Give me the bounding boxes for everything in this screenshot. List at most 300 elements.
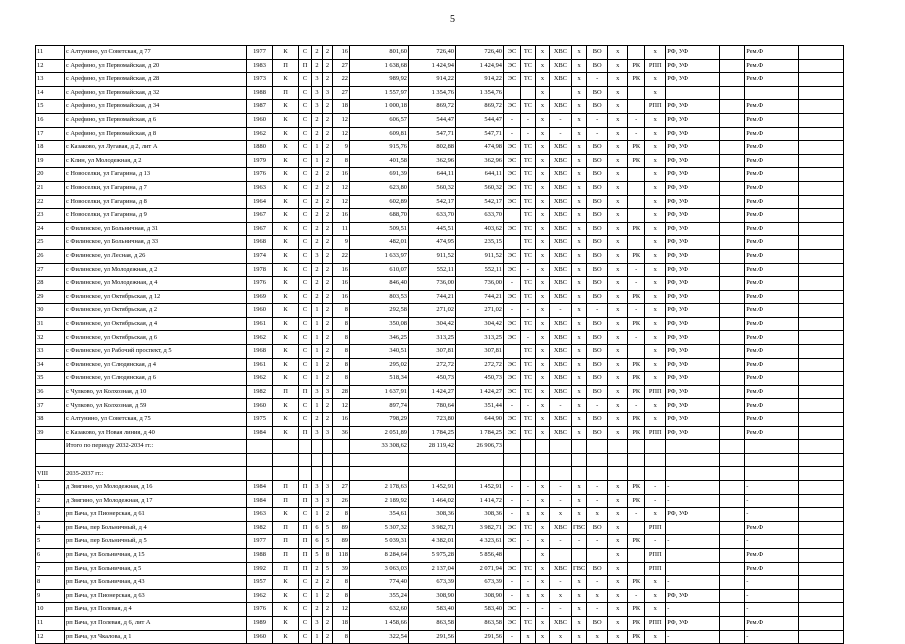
cell-wall-material: П — [273, 535, 299, 549]
cell-power-supply: ЭС — [504, 385, 521, 399]
cell-cold-water: ХВС — [550, 141, 572, 155]
cell-col-21 — [720, 277, 745, 291]
cell-series: С — [299, 154, 312, 168]
cell-col-17: х — [608, 168, 628, 182]
cell-wall-material: К — [273, 358, 299, 372]
table-row — [36, 141, 844, 155]
cell-col-21 — [720, 440, 745, 454]
cell-apartments: 26 — [333, 494, 350, 508]
cell-sewerage: ВО — [587, 86, 608, 100]
cell-row-index: 8 — [36, 576, 65, 590]
cell-wall-material: П — [273, 481, 299, 495]
cell-row-index: 24 — [36, 222, 65, 236]
table-row — [36, 209, 844, 223]
cell-col-23 — [799, 616, 844, 630]
cell-cold-water: х — [550, 589, 572, 603]
cell-fund-repair: Рем.Ф — [745, 317, 799, 331]
cell-year-built: 1963 — [247, 181, 273, 195]
cell-col-17: х — [608, 195, 628, 209]
cell-col-21 — [720, 589, 745, 603]
cell-total-area: 801,60 — [350, 46, 409, 60]
cell-heat-supply: ТС — [521, 154, 536, 168]
cell-apartments: 8 — [333, 304, 350, 318]
cell-col-21 — [720, 535, 745, 549]
cell-series: С — [299, 249, 312, 263]
cell-floors: 3 — [312, 249, 323, 263]
cell-gas-supply: х — [536, 494, 550, 508]
cell-col-17 — [608, 453, 628, 467]
cell-sewerage: ВО — [587, 141, 608, 155]
cell-floors: 2 — [312, 413, 323, 427]
cell-sewerage: - — [587, 73, 608, 87]
cell-cold-water: - — [550, 494, 572, 508]
cell-basement-repair: х — [645, 413, 666, 427]
cell-apartments: 18 — [333, 616, 350, 630]
cell-facade-works: - — [666, 576, 720, 590]
cell-power-supply: - — [504, 589, 521, 603]
cell-hot-water: х — [572, 46, 587, 60]
cell-gas-supply: - — [536, 603, 550, 617]
cell-col-21 — [720, 263, 745, 277]
cell-gas-supply — [536, 440, 550, 454]
cell-gas-supply: х — [536, 290, 550, 304]
cell-fund-repair: Рем.Ф — [745, 249, 799, 263]
cell-entrances: 2 — [323, 576, 333, 590]
cell-sewerage: - — [587, 127, 608, 141]
cell-cold-water: ХВС — [550, 358, 572, 372]
cell-year-built: 1979 — [247, 154, 273, 168]
cell-col-21 — [720, 249, 745, 263]
cell-hot-water: х — [572, 616, 587, 630]
cell-wall-material: К — [273, 508, 299, 522]
table-row — [36, 277, 844, 291]
cell-apartments: 39 — [333, 562, 350, 576]
cell-entrances: 2 — [323, 616, 333, 630]
cell-hot-water: х — [572, 508, 587, 522]
cell-heat-supply: ТС — [521, 345, 536, 359]
cell-sewerage: ВО — [587, 317, 608, 331]
cell-roof-repair: - — [628, 589, 645, 603]
table-row — [36, 304, 844, 318]
cell-col-21 — [720, 209, 745, 223]
table-row — [36, 413, 844, 427]
cell-hot-water: х — [572, 249, 587, 263]
cell-basement-repair: РПП — [645, 548, 666, 562]
cell-heat-supply: х — [521, 589, 536, 603]
cell-col-23 — [799, 535, 844, 549]
cell-col-17: х — [608, 290, 628, 304]
cell-total-area: 897,74 — [350, 399, 409, 413]
cell-wall-material: К — [273, 263, 299, 277]
cell-total-area: 1 633,97 — [350, 249, 409, 263]
cell-row-index: 11 — [36, 616, 65, 630]
cell-power-supply: ЭС — [504, 222, 521, 236]
cell-series: С — [299, 181, 312, 195]
cell-col-23 — [799, 589, 844, 603]
cell-col-23 — [799, 603, 844, 617]
cell-entrances: 2 — [323, 100, 333, 114]
cell-floors — [312, 440, 323, 454]
cell-cold-water: - — [550, 603, 572, 617]
cell-col-17: х — [608, 548, 628, 562]
cell-year-built: 1989 — [247, 616, 273, 630]
cell-floors: 2 — [312, 209, 323, 223]
cell-residential-area: 313,25 — [456, 331, 504, 345]
cell-basement-repair: х — [645, 277, 666, 291]
cell-entrances: 2 — [323, 195, 333, 209]
cell-gas-supply: х — [536, 195, 550, 209]
cell-apartments: 12 — [333, 195, 350, 209]
cell-series: П — [299, 494, 312, 508]
cell-col-21 — [720, 141, 745, 155]
cell-residential-area: 4 323,61 — [456, 535, 504, 549]
cell-power-supply — [504, 236, 521, 250]
cell-col-23 — [799, 181, 844, 195]
cell-floors: 1 — [312, 154, 323, 168]
table-row — [36, 358, 844, 372]
cell-col-23 — [799, 46, 844, 60]
cell-floors: 1 — [312, 358, 323, 372]
cell-cold-water: - — [550, 535, 572, 549]
cell-power-supply — [504, 209, 521, 223]
cell-living-area: 362,96 — [409, 154, 456, 168]
cell-wall-material: К — [273, 249, 299, 263]
cell-entrances: 2 — [323, 181, 333, 195]
cell-living-area: 450,73 — [409, 372, 456, 386]
cell-residential-area: 869,72 — [456, 100, 504, 114]
cell-living-area: 2 137,04 — [409, 562, 456, 576]
cell-gas-supply: х — [536, 73, 550, 87]
cell-basement-repair: РПП — [645, 385, 666, 399]
table-row — [36, 181, 844, 195]
cell-residential-area: 644,90 — [456, 413, 504, 427]
table-row — [36, 399, 844, 413]
cell-address: д Звягино, ул Молодежная, д 17 — [65, 494, 247, 508]
cell-basement-repair: х — [645, 630, 666, 644]
cell-sewerage: ВО — [587, 181, 608, 195]
housing-register-table — [35, 45, 844, 644]
cell-living-area: 802,88 — [409, 141, 456, 155]
cell-year-built: 1962 — [247, 372, 273, 386]
cell-living-area: 544,47 — [409, 113, 456, 127]
cell-facade-works: - — [666, 481, 720, 495]
cell-apartments: 118 — [333, 548, 350, 562]
cell-col-17: х — [608, 345, 628, 359]
cell-row-index: 20 — [36, 168, 65, 182]
cell-heat-supply: ТС — [521, 372, 536, 386]
cell-col-23 — [799, 209, 844, 223]
cell-year-built: 1962 — [247, 127, 273, 141]
cell-living-area: 445,51 — [409, 222, 456, 236]
cell-basement-repair: х — [645, 46, 666, 60]
cell-series: С — [299, 372, 312, 386]
cell-cold-water: ХВС — [550, 154, 572, 168]
cell-power-supply: ЭС — [504, 535, 521, 549]
cell-series: П — [299, 535, 312, 549]
cell-floors: 2 — [312, 127, 323, 141]
cell-address: рп Вача, ул Чкалова, д 1 — [65, 630, 247, 644]
cell-living-area: 780,64 — [409, 399, 456, 413]
cell-address: с Филинское, ул Октябрьская, д 12 — [65, 290, 247, 304]
cell-facade-works: РФ, УФ — [666, 304, 720, 318]
cell-total-area: 610,07 — [350, 263, 409, 277]
cell-floors: 2 — [312, 290, 323, 304]
cell-heat-supply — [521, 440, 536, 454]
cell-total-area: 2 189,92 — [350, 494, 409, 508]
cell-cold-water — [550, 86, 572, 100]
cell-basement-repair: х — [645, 304, 666, 318]
cell-hot-water: х — [572, 195, 587, 209]
cell-col-23 — [799, 73, 844, 87]
cell-sewerage: - — [587, 576, 608, 590]
cell-col-21 — [720, 304, 745, 318]
cell-year-built: 1992 — [247, 562, 273, 576]
cell-year-built: 1960 — [247, 399, 273, 413]
cell-fund-repair — [745, 440, 799, 454]
cell-year-built: 1984 — [247, 481, 273, 495]
cell-roof-repair: РК — [628, 413, 645, 427]
cell-gas-supply: х — [536, 535, 550, 549]
cell-row-index: 17 — [36, 127, 65, 141]
cell-roof-repair: - — [628, 263, 645, 277]
cell-floors: 5 — [312, 548, 323, 562]
cell-residential-area: 307,81 — [456, 345, 504, 359]
cell-year-built: 1978 — [247, 263, 273, 277]
cell-entrances: 2 — [323, 59, 333, 73]
cell-sewerage: ВО — [587, 331, 608, 345]
cell-series: С — [299, 589, 312, 603]
cell-year-built: 1968 — [247, 236, 273, 250]
cell-residential-area: 403,62 — [456, 222, 504, 236]
cell-col-23 — [799, 399, 844, 413]
cell-residential-area: 744,21 — [456, 290, 504, 304]
cell-heat-supply: ТС — [521, 317, 536, 331]
cell-residential-area: 450,73 — [456, 372, 504, 386]
cell-hot-water: х — [572, 86, 587, 100]
cell-row-index: 11 — [36, 46, 65, 60]
cell-entrances — [323, 453, 333, 467]
cell-entrances: 2 — [323, 127, 333, 141]
cell-col-21 — [720, 562, 745, 576]
cell-hot-water: х — [572, 290, 587, 304]
cell-living-area: 911,52 — [409, 249, 456, 263]
cell-hot-water: х — [572, 399, 587, 413]
cell-address: с Казаково, ул Новая линия, д 40 — [65, 426, 247, 440]
cell-roof-repair — [628, 345, 645, 359]
cell-address: с Филинское, ул Больничная, д 33 — [65, 236, 247, 250]
cell-col-23 — [799, 113, 844, 127]
cell-year-built: 1960 — [247, 113, 273, 127]
table-row — [36, 494, 844, 508]
cell-basement-repair: РПП — [645, 521, 666, 535]
cell-total-area: 5 307,32 — [350, 521, 409, 535]
cell-fund-repair: Рем.Ф — [745, 331, 799, 345]
cell-entrances: 2 — [323, 589, 333, 603]
cell-residential-area: 308,90 — [456, 589, 504, 603]
cell-fund-repair: - — [745, 603, 799, 617]
cell-basement-repair: х — [645, 372, 666, 386]
cell-facade-works: РФ, УФ — [666, 59, 720, 73]
cell-floors: 2 — [312, 181, 323, 195]
cell-wall-material: К — [273, 345, 299, 359]
cell-gas-supply: х — [536, 168, 550, 182]
cell-hot-water: х — [572, 154, 587, 168]
cell-power-supply: ЭС — [504, 603, 521, 617]
cell-col-23 — [799, 453, 844, 467]
cell-residential-area: 1 414,72 — [456, 494, 504, 508]
cell-gas-supply: х — [536, 576, 550, 590]
cell-fund-repair: Рем.Ф — [745, 290, 799, 304]
cell-residential-area: 863,58 — [456, 616, 504, 630]
cell-fund-repair: Рем.Ф — [745, 113, 799, 127]
cell-cold-water: ХВС — [550, 562, 572, 576]
cell-row-index: 29 — [36, 290, 65, 304]
cell-hot-water: х — [572, 304, 587, 318]
cell-entrances: 8 — [323, 548, 333, 562]
cell-year-built: 1984 — [247, 494, 273, 508]
cell-entrances: 2 — [323, 277, 333, 291]
cell-col-23 — [799, 358, 844, 372]
cell-total-area — [350, 453, 409, 467]
cell-col-21 — [720, 59, 745, 73]
cell-facade-works: РФ, УФ — [666, 616, 720, 630]
cell-row-index: 1 — [36, 481, 65, 495]
cell-series: П — [299, 481, 312, 495]
cell-power-supply: ЭС — [504, 46, 521, 60]
cell-roof-repair: РК — [628, 317, 645, 331]
cell-living-area: 474,95 — [409, 236, 456, 250]
table-row — [36, 345, 844, 359]
cell-series: С — [299, 331, 312, 345]
cell-apartments: 8 — [333, 576, 350, 590]
cell-year-built: 1961 — [247, 317, 273, 331]
cell-wall-material: П — [273, 521, 299, 535]
cell-gas-supply: х — [536, 181, 550, 195]
cell-hot-water: х — [572, 181, 587, 195]
cell-col-23 — [799, 236, 844, 250]
cell-total-area: 401,58 — [350, 154, 409, 168]
cell-fund-repair: Рем.Ф — [745, 236, 799, 250]
cell-cold-water: ХВС — [550, 209, 572, 223]
cell-gas-supply: х — [536, 317, 550, 331]
cell-col-17: х — [608, 399, 628, 413]
cell-gas-supply: х — [536, 413, 550, 427]
table-row — [36, 195, 844, 209]
cell-row-index: 30 — [36, 304, 65, 318]
cell-gas-supply: х — [536, 209, 550, 223]
cell-hot-water: х — [572, 494, 587, 508]
cell-roof-repair: РК — [628, 385, 645, 399]
cell-row-index: 3 — [36, 508, 65, 522]
cell-gas-supply: х — [536, 154, 550, 168]
cell-heat-supply: ТС — [521, 413, 536, 427]
cell-wall-material: К — [273, 304, 299, 318]
cell-wall-material: П — [273, 385, 299, 399]
cell-sewerage: ВО — [587, 277, 608, 291]
cell-total-area: 1 557,97 — [350, 86, 409, 100]
cell-facade-works: РФ, УФ — [666, 154, 720, 168]
cell-wall-material: П — [273, 86, 299, 100]
table-row — [36, 630, 844, 644]
cell-total-area: 509,51 — [350, 222, 409, 236]
cell-sewerage: - — [587, 113, 608, 127]
cell-floors: 2 — [312, 576, 323, 590]
cell-sewerage: ВО — [587, 562, 608, 576]
cell-gas-supply: х — [536, 372, 550, 386]
cell-col-23 — [799, 100, 844, 114]
cell-col-21 — [720, 113, 745, 127]
cell-col-21 — [720, 399, 745, 413]
cell-hot-water: ГВС — [572, 521, 587, 535]
cell-power-supply — [504, 86, 521, 100]
cell-hot-water: х — [572, 209, 587, 223]
cell-heat-supply: - — [521, 304, 536, 318]
cell-sewerage: ВО — [587, 236, 608, 250]
cell-entrances: 2 — [323, 630, 333, 644]
cell-heat-supply: ТС — [521, 209, 536, 223]
cell-facade-works: РФ, УФ — [666, 222, 720, 236]
cell-basement-repair: - — [645, 494, 666, 508]
cell-col-21 — [720, 521, 745, 535]
cell-total-area: 1 637,91 — [350, 385, 409, 399]
cell-facade-works: РФ, УФ — [666, 372, 720, 386]
cell-roof-repair: РК — [628, 290, 645, 304]
cell-residential-area: 26 906,73 — [456, 440, 504, 454]
cell-col-21 — [720, 372, 745, 386]
cell-year-built: 1967 — [247, 222, 273, 236]
cell-sewerage: ВО — [587, 59, 608, 73]
cell-series: П — [299, 59, 312, 73]
cell-hot-water: х — [572, 100, 587, 114]
table-row — [36, 331, 844, 345]
cell-gas-supply: х — [536, 141, 550, 155]
cell-col-17: х — [608, 209, 628, 223]
cell-heat-supply: х — [521, 508, 536, 522]
cell-fund-repair: Рем.Ф — [745, 100, 799, 114]
cell-heat-supply: ТС — [521, 73, 536, 87]
cell-entrances: 2 — [323, 113, 333, 127]
cell-series — [299, 440, 312, 454]
cell-roof-repair — [628, 467, 645, 481]
cell-total-area: 623,80 — [350, 181, 409, 195]
cell-series: С — [299, 603, 312, 617]
cell-entrances: 2 — [323, 209, 333, 223]
cell-fund-repair — [745, 467, 799, 481]
cell-cold-water: ХВС — [550, 290, 572, 304]
cell-hot-water: х — [572, 603, 587, 617]
cell-gas-supply — [536, 453, 550, 467]
cell-gas-supply: х — [536, 236, 550, 250]
cell-floors: 1 — [312, 589, 323, 603]
table-row — [36, 385, 844, 399]
cell-series: С — [299, 100, 312, 114]
cell-residential-area: 291,56 — [456, 630, 504, 644]
cell-cold-water: х — [550, 508, 572, 522]
cell-apartments: 16 — [333, 277, 350, 291]
cell-sewerage: ВО — [587, 358, 608, 372]
cell-col-23 — [799, 304, 844, 318]
cell-col-17: х — [608, 113, 628, 127]
cell-gas-supply: х — [536, 263, 550, 277]
cell-wall-material: К — [273, 372, 299, 386]
cell-total-area: 1 000,18 — [350, 100, 409, 114]
cell-entrances: 2 — [323, 304, 333, 318]
cell-col-21 — [720, 127, 745, 141]
cell-facade-works: РФ, УФ — [666, 426, 720, 440]
cell-basement-repair: х — [645, 317, 666, 331]
cell-apartments: 12 — [333, 181, 350, 195]
cell-floors: 2 — [312, 168, 323, 182]
